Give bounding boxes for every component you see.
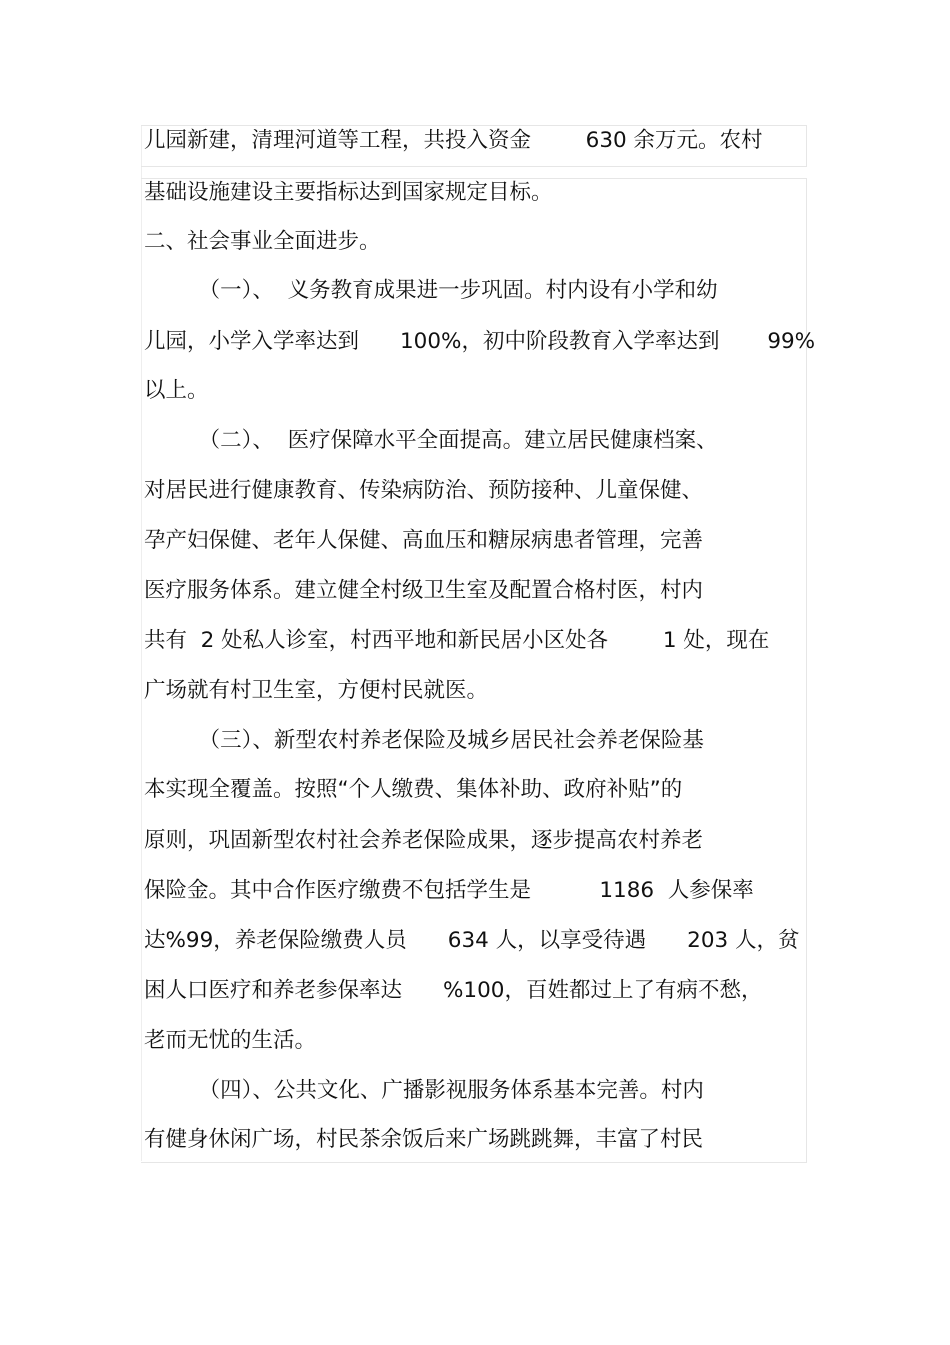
- text-line: （三）、新型农村养老保险及城乡居民社会养老保险基: [144, 728, 704, 753]
- text-line: 二、社会事业全面进步。: [144, 229, 381, 254]
- text-line: （一）、 义务教育成果进一步巩固。村内设有小学和幼: [144, 278, 718, 303]
- text-line: 达%99，养老保险缴费人员 634 人，以享受待遇 203 人，贫: [144, 928, 800, 953]
- text-line: 共有 2 处私人诊室，村西平地和新民居小区处各 1 处，现在: [144, 628, 770, 653]
- text-line: 广场就有村卫生室，方便村民就医。: [144, 678, 489, 703]
- text-line: 原则，巩固新型农村社会养老保险成果，逐步提高农村养老: [144, 828, 704, 853]
- text-line: 困人口医疗和养老参保率达 %100，百姓都过上了有病不愁，: [144, 978, 763, 1003]
- text-line: 对居民进行健康教育、传染病防治、预防接种、儿童保健、: [144, 478, 704, 503]
- text-line: （二）、 医疗保障水平全面提高。建立居民健康档案、: [144, 428, 718, 453]
- text-line: 保险金。其中合作医疗缴费不包括学生是 1186 人参保率: [144, 878, 754, 903]
- text-line: 有健身休闲广场，村民茶余饭后来广场跳跳舞，丰富了村民: [144, 1127, 704, 1152]
- text-line: 本实现全覆盖。按照“个人缴费、集体补助、政府补贴”的: [144, 777, 683, 802]
- text-line: 儿园新建，清理河道等工程，共投入资金 630 余万元。农村: [144, 128, 763, 153]
- text-line: （四）、公共文化、广播影视服务体系基本完善。村内: [144, 1078, 704, 1103]
- text-line: 儿园，小学入学率达到 100%，初中阶段教育入学率达到 99%: [144, 329, 816, 354]
- text-line: 医疗服务体系。建立健全村级卫生室及配置合格村医，村内: [144, 578, 704, 603]
- text-line: 孕产妇保健、老年人保健、高血压和糖尿病患者管理，完善: [144, 528, 704, 553]
- text-line: 老而无忧的生活。: [144, 1028, 317, 1053]
- text-line: 基础设施建设主要指标达到国家规定目标。: [144, 180, 553, 205]
- text-line: 以上。: [144, 378, 209, 403]
